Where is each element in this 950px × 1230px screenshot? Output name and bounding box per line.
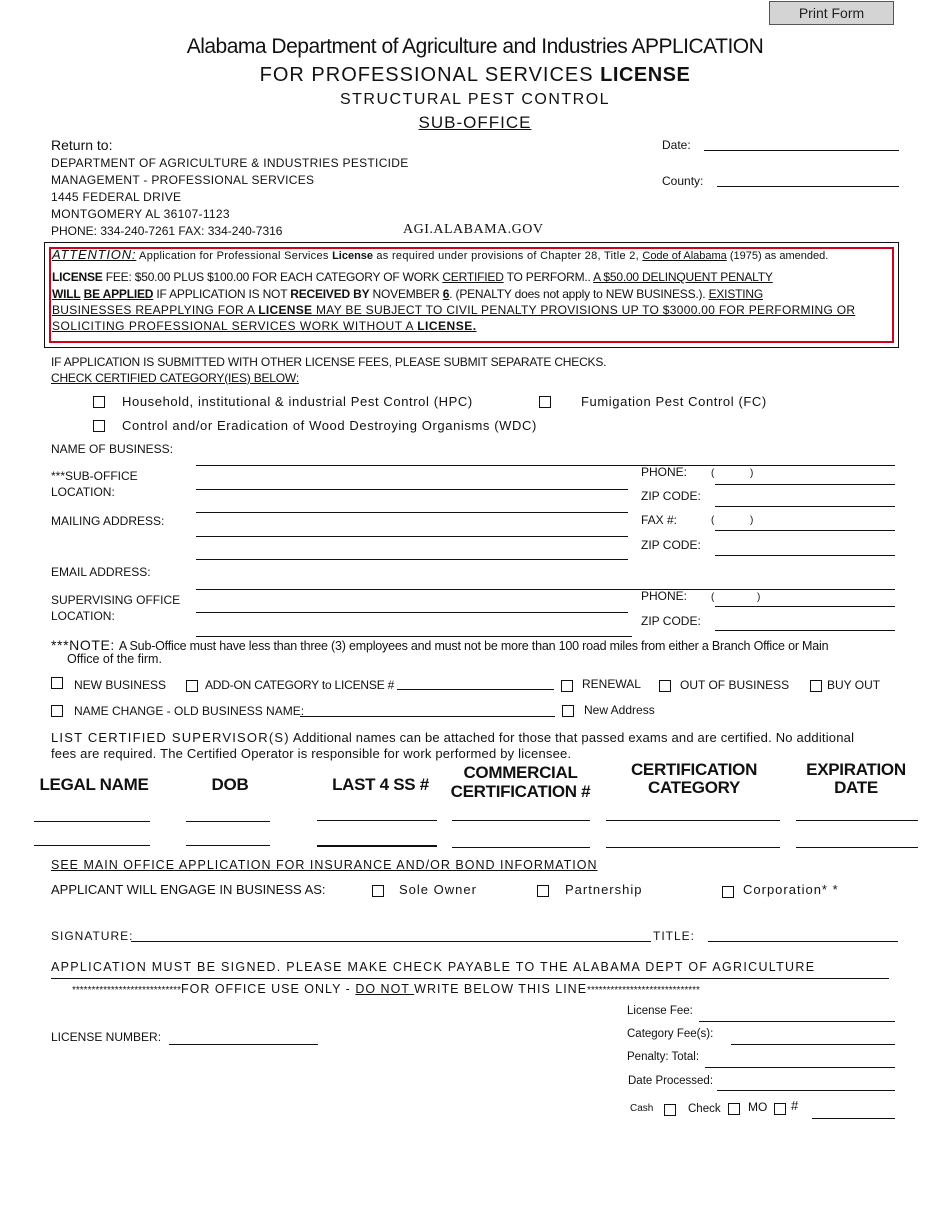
col-legal-name: LEGAL NAME (39, 775, 149, 794)
attention-text: SOLICITING PROFESSIONAL SERVICES WORK WITHOUT A (52, 319, 418, 333)
cash-label: Cash (630, 1103, 654, 1114)
mailing-address-field[interactable] (196, 512, 628, 513)
col-expiration: DATE (834, 778, 878, 797)
attention-line4 (52, 303, 855, 317)
signature-field[interactable] (131, 941, 651, 942)
email-label: EMAIL ADDRESS: (51, 565, 151, 579)
buy-out-label: BUY OUT (827, 678, 881, 692)
check-label: Check (688, 1103, 721, 1115)
attention-text: NOVEMBER (369, 287, 443, 301)
category-fees-label: Category Fee(s): (627, 1028, 714, 1040)
attention-text: WILL (52, 287, 81, 301)
office-use-text: FOR OFFICE USE ONLY - (180, 982, 356, 996)
sub-office-label: ***SUB-OFFICE (51, 469, 138, 483)
zip-label: ZIP CODE: (641, 614, 701, 628)
supervisors-heading: LIST CERTIFIED SUPERVISOR(S) (51, 730, 290, 745)
attention-text: CERTIFIED (442, 270, 504, 284)
supervisor-category-field[interactable] (606, 847, 780, 848)
website-link[interactable]: AGI.ALABAMA.GOV (403, 222, 544, 237)
date-label: Date: (662, 138, 691, 152)
date-processed-label: Date Processed: (628, 1075, 714, 1087)
sole-owner-checkbox[interactable] (372, 885, 384, 897)
supervisor-category-field[interactable] (606, 820, 780, 821)
partnership-checkbox[interactable] (537, 885, 549, 897)
supervisor-last4-field[interactable] (317, 845, 437, 847)
engage-label: APPLICANT WILL ENGAGE IN BUSINESS AS: (51, 882, 326, 897)
paren-open: ( (711, 515, 715, 526)
mailing-address-field[interactable] (196, 536, 628, 537)
new-address-label: New Address (584, 703, 655, 717)
new-business-checkbox[interactable] (51, 677, 63, 689)
check-categories-heading: CHECK CERTIFIED CATEGORY(IES) BELOW: (51, 371, 299, 385)
form-title-line2-text: FOR PROFESSIONAL SERVICES (259, 64, 594, 86)
note-text: A Sub-Office must have less than three (3) employees and must not be more than 100 road miles from either a Branch Office or Main (118, 639, 829, 653)
col-expiration: EXPIRATION (806, 760, 906, 779)
old-business-name-field[interactable] (300, 716, 555, 717)
col-last4: LAST 4 SS # (332, 775, 429, 794)
return-address-line: DEPARTMENT OF AGRICULTURE & INDUSTRIES PESTICIDE (51, 156, 409, 170)
out-of-business-label: OUT OF BUSINESS (680, 678, 790, 692)
supervising-office-label: LOCATION: (51, 609, 115, 623)
renewal-checkbox[interactable] (561, 680, 573, 692)
mo-checkbox[interactable] (774, 1103, 786, 1115)
note-prefix: ***NOTE: (51, 637, 115, 653)
attention-text: MAY BE SUBJECT TO CIVIL PENALTY PROVISIONS UP TO $3000.00 FOR PERFORMING OR (312, 303, 856, 317)
fax-label: FAX #: (641, 513, 678, 527)
new-address-checkbox[interactable] (562, 705, 574, 717)
penalty-total-label: Penalty: Total: (627, 1051, 700, 1063)
attention-text: BUSINESSES REAPPLYING FOR A (52, 303, 259, 317)
corporation-checkbox[interactable] (722, 886, 734, 898)
license-number-label: LICENSE NUMBER: (51, 1030, 162, 1044)
sub-office-zip-field[interactable] (715, 506, 895, 507)
zip-label: ZIP CODE: (641, 489, 701, 503)
attention-text: FEE: $50.00 PLUS $100.00 FOR EACH CATEGORY OF WORK (102, 270, 443, 284)
col-commercial: COMMERCIAL (463, 763, 578, 782)
form-title-license: LICENSE (600, 64, 691, 86)
attention-text: 6 (442, 287, 450, 301)
office-use-text: DO NOT (355, 982, 415, 996)
attention-text: TO PERFORM.. (503, 270, 594, 284)
buy-out-checkbox[interactable] (810, 680, 822, 692)
wdc-label: Control and/or Eradication of Wood Destroying Organisms (WDC) (122, 418, 537, 433)
signed-note-rule (51, 978, 889, 979)
must-be-signed-note: APPLICATION MUST BE SIGNED. PLEASE MAKE CHECK PAYABLE TO THE ALABAMA DEPT OF AGRICULTURE (51, 960, 816, 974)
hpc-label: Household, institutional & industrial Pest Control (HPC) (122, 394, 473, 409)
category-fees-field[interactable] (731, 1044, 895, 1045)
license-fee-field[interactable] (699, 1021, 895, 1022)
add-on-checkbox[interactable] (186, 680, 198, 692)
form-subtitle: STRUCTURAL PEST CONTROL (339, 91, 611, 108)
print-form-button[interactable]: Print Form (769, 1, 894, 25)
fc-checkbox[interactable] (539, 396, 551, 408)
supervisor-commercial-field[interactable] (452, 820, 590, 821)
check-checkbox[interactable] (728, 1103, 740, 1115)
penalty-total-field[interactable] (705, 1067, 895, 1068)
supervisors-line1 (51, 730, 854, 746)
note-line2: Office of the firm. (67, 652, 162, 666)
add-on-license-field[interactable] (397, 689, 554, 690)
col-commercial: CERTIFICATION # (450, 782, 591, 801)
attention-license: LICENSE (52, 270, 103, 284)
check-number-field[interactable] (812, 1118, 895, 1119)
license-fee-label: License Fee: (627, 1005, 693, 1017)
supervisor-legal-name-field[interactable] (34, 845, 150, 846)
paren-close: ) (750, 468, 754, 479)
name-of-business-label: NAME OF BUSINESS: (51, 442, 174, 456)
mo-label: MO (748, 1100, 768, 1114)
supervisor-dob-field[interactable] (186, 821, 270, 822)
out-of-business-checkbox[interactable] (659, 680, 671, 692)
name-of-business-field[interactable] (196, 465, 895, 466)
attention-line3 (52, 287, 763, 301)
col-cert-category: CERTIFICATION (630, 760, 758, 779)
attention-title: ATTENTION: (52, 247, 137, 262)
add-on-label: ADD-ON CATEGORY to LICENSE # (205, 678, 395, 692)
supervisors-text: Additional names can be attached for those that passed exams and are certified. No additional (289, 730, 855, 745)
license-number-field[interactable] (169, 1044, 318, 1045)
office-use-text: WRITE BELOW THIS LINE (414, 982, 588, 996)
paren-open: ( (711, 592, 715, 603)
office-use-stars: ***************************** (587, 985, 700, 996)
supervising-zip-field[interactable] (715, 630, 895, 631)
note-line1 (51, 637, 828, 654)
attention-license: LICENSE. (417, 319, 477, 333)
supervisors-line2: fees are required. The Certified Operator is responsible for work performed by licensee. (51, 746, 572, 761)
new-business-label: NEW BUSINESS (74, 678, 167, 692)
see-main-office-note: SEE MAIN OFFICE APPLICATION FOR INSURANCE AND/OR BOND INFORMATION (51, 858, 598, 872)
supervisor-commercial-field[interactable] (452, 847, 590, 848)
supervisor-expiration-field[interactable] (796, 820, 918, 821)
attention-text: . (PENALTY does not apply to NEW BUSINESS.). (449, 287, 709, 301)
form-title-line1: Alabama Department of Agriculture and Industries APPLICATION (186, 35, 764, 58)
attention-text: RECEIVED BY (290, 287, 370, 301)
wdc-checkbox[interactable] (93, 420, 105, 432)
supervisor-expiration-field[interactable] (796, 847, 918, 848)
attention-text: as required under provisions of Chapter 28, Title 2, (373, 250, 643, 262)
paren-open: ( (711, 468, 715, 479)
hpc-checkbox[interactable] (93, 396, 105, 408)
county-field[interactable] (717, 186, 899, 187)
supervising-office-field[interactable] (196, 612, 628, 613)
attention-text: (1975) as amended. (726, 250, 829, 262)
renewal-label: RENEWAL (582, 677, 641, 691)
sole-owner-label: Sole Owner (399, 882, 477, 897)
form-sub-office-title: SUB-OFFICE (418, 113, 532, 132)
supervisor-last4-field[interactable] (317, 820, 437, 821)
col-cert-category: CATEGORY (647, 778, 741, 797)
office-use-stars: **************************** (72, 985, 181, 996)
sub-office-location-field[interactable] (196, 489, 628, 490)
attention-text: EXISTING (708, 287, 763, 301)
date-processed-field[interactable] (717, 1090, 895, 1091)
attention-line5 (52, 319, 477, 333)
zip-label: ZIP CODE: (641, 538, 701, 552)
attention-license: LICENSE (258, 303, 313, 317)
supervising-office-label: SUPERVISING OFFICE (51, 593, 181, 607)
mailing-address-field[interactable] (196, 559, 628, 560)
supervising-phone-field[interactable] (715, 606, 895, 607)
separate-checks-note: IF APPLICATION IS SUBMITTED WITH OTHER LICENSE FEES, PLEASE SUBMIT SEPARATE CHECKS. (51, 355, 607, 369)
attention-penalty: A $50.00 DELINQUENT PENALTY (593, 270, 773, 284)
attention-text: BE APPLIED (83, 287, 154, 301)
name-change-checkbox[interactable] (51, 705, 63, 717)
office-use-banner (72, 982, 700, 998)
mailing-zip-field[interactable] (715, 555, 895, 556)
title-field[interactable] (708, 941, 898, 942)
form-title-line2 (0, 63, 950, 87)
fc-label: Fumigation Pest Control (FC) (581, 394, 767, 409)
county-label: County: (662, 174, 704, 188)
phone-label: PHONE: (641, 589, 688, 603)
title-label: TITLE: (653, 929, 696, 943)
return-address-line: 1445 FEDERAL DRIVE (51, 190, 182, 204)
col-dob: DOB (211, 775, 249, 794)
fax-field[interactable] (715, 530, 895, 531)
phone-label: PHONE: (641, 465, 688, 479)
sub-office-label: LOCATION: (51, 485, 115, 499)
sub-office-phone-field[interactable] (715, 484, 895, 485)
email-field[interactable] (196, 589, 895, 590)
return-address-line: MONTGOMERY AL 36107-1123 (51, 207, 230, 221)
attention-line2 (52, 270, 773, 284)
cash-checkbox[interactable] (664, 1104, 676, 1116)
attention-license: License (332, 250, 374, 262)
attention-code: Code of Alabama (642, 250, 727, 262)
return-address-line: MANAGEMENT - PROFESSIONAL SERVICES (51, 173, 315, 187)
signature-label: SIGNATURE: (51, 929, 134, 943)
mailing-address-label: MAILING ADDRESS: (51, 514, 165, 528)
supervisor-legal-name-field[interactable] (34, 821, 150, 822)
paren-close: ) (757, 592, 761, 603)
attention-line1 (52, 248, 828, 263)
attention-text: Application for Professional Services (136, 250, 333, 262)
corporation-label: Corporation* * (743, 882, 839, 897)
attention-text: IF APPLICATION IS NOT (153, 287, 291, 301)
return-phone-fax: PHONE: 334-240-7261 FAX: 334-240-7316 (51, 224, 283, 238)
partnership-label: Partnership (565, 882, 643, 897)
paren-close: ) (750, 515, 754, 526)
name-change-label: NAME CHANGE - OLD BUSINESS NAME: (74, 704, 305, 718)
date-field[interactable] (704, 150, 899, 151)
supervisor-dob-field[interactable] (186, 845, 270, 846)
return-to-label: Return to: (51, 137, 113, 153)
hash-label: # (791, 1098, 799, 1113)
